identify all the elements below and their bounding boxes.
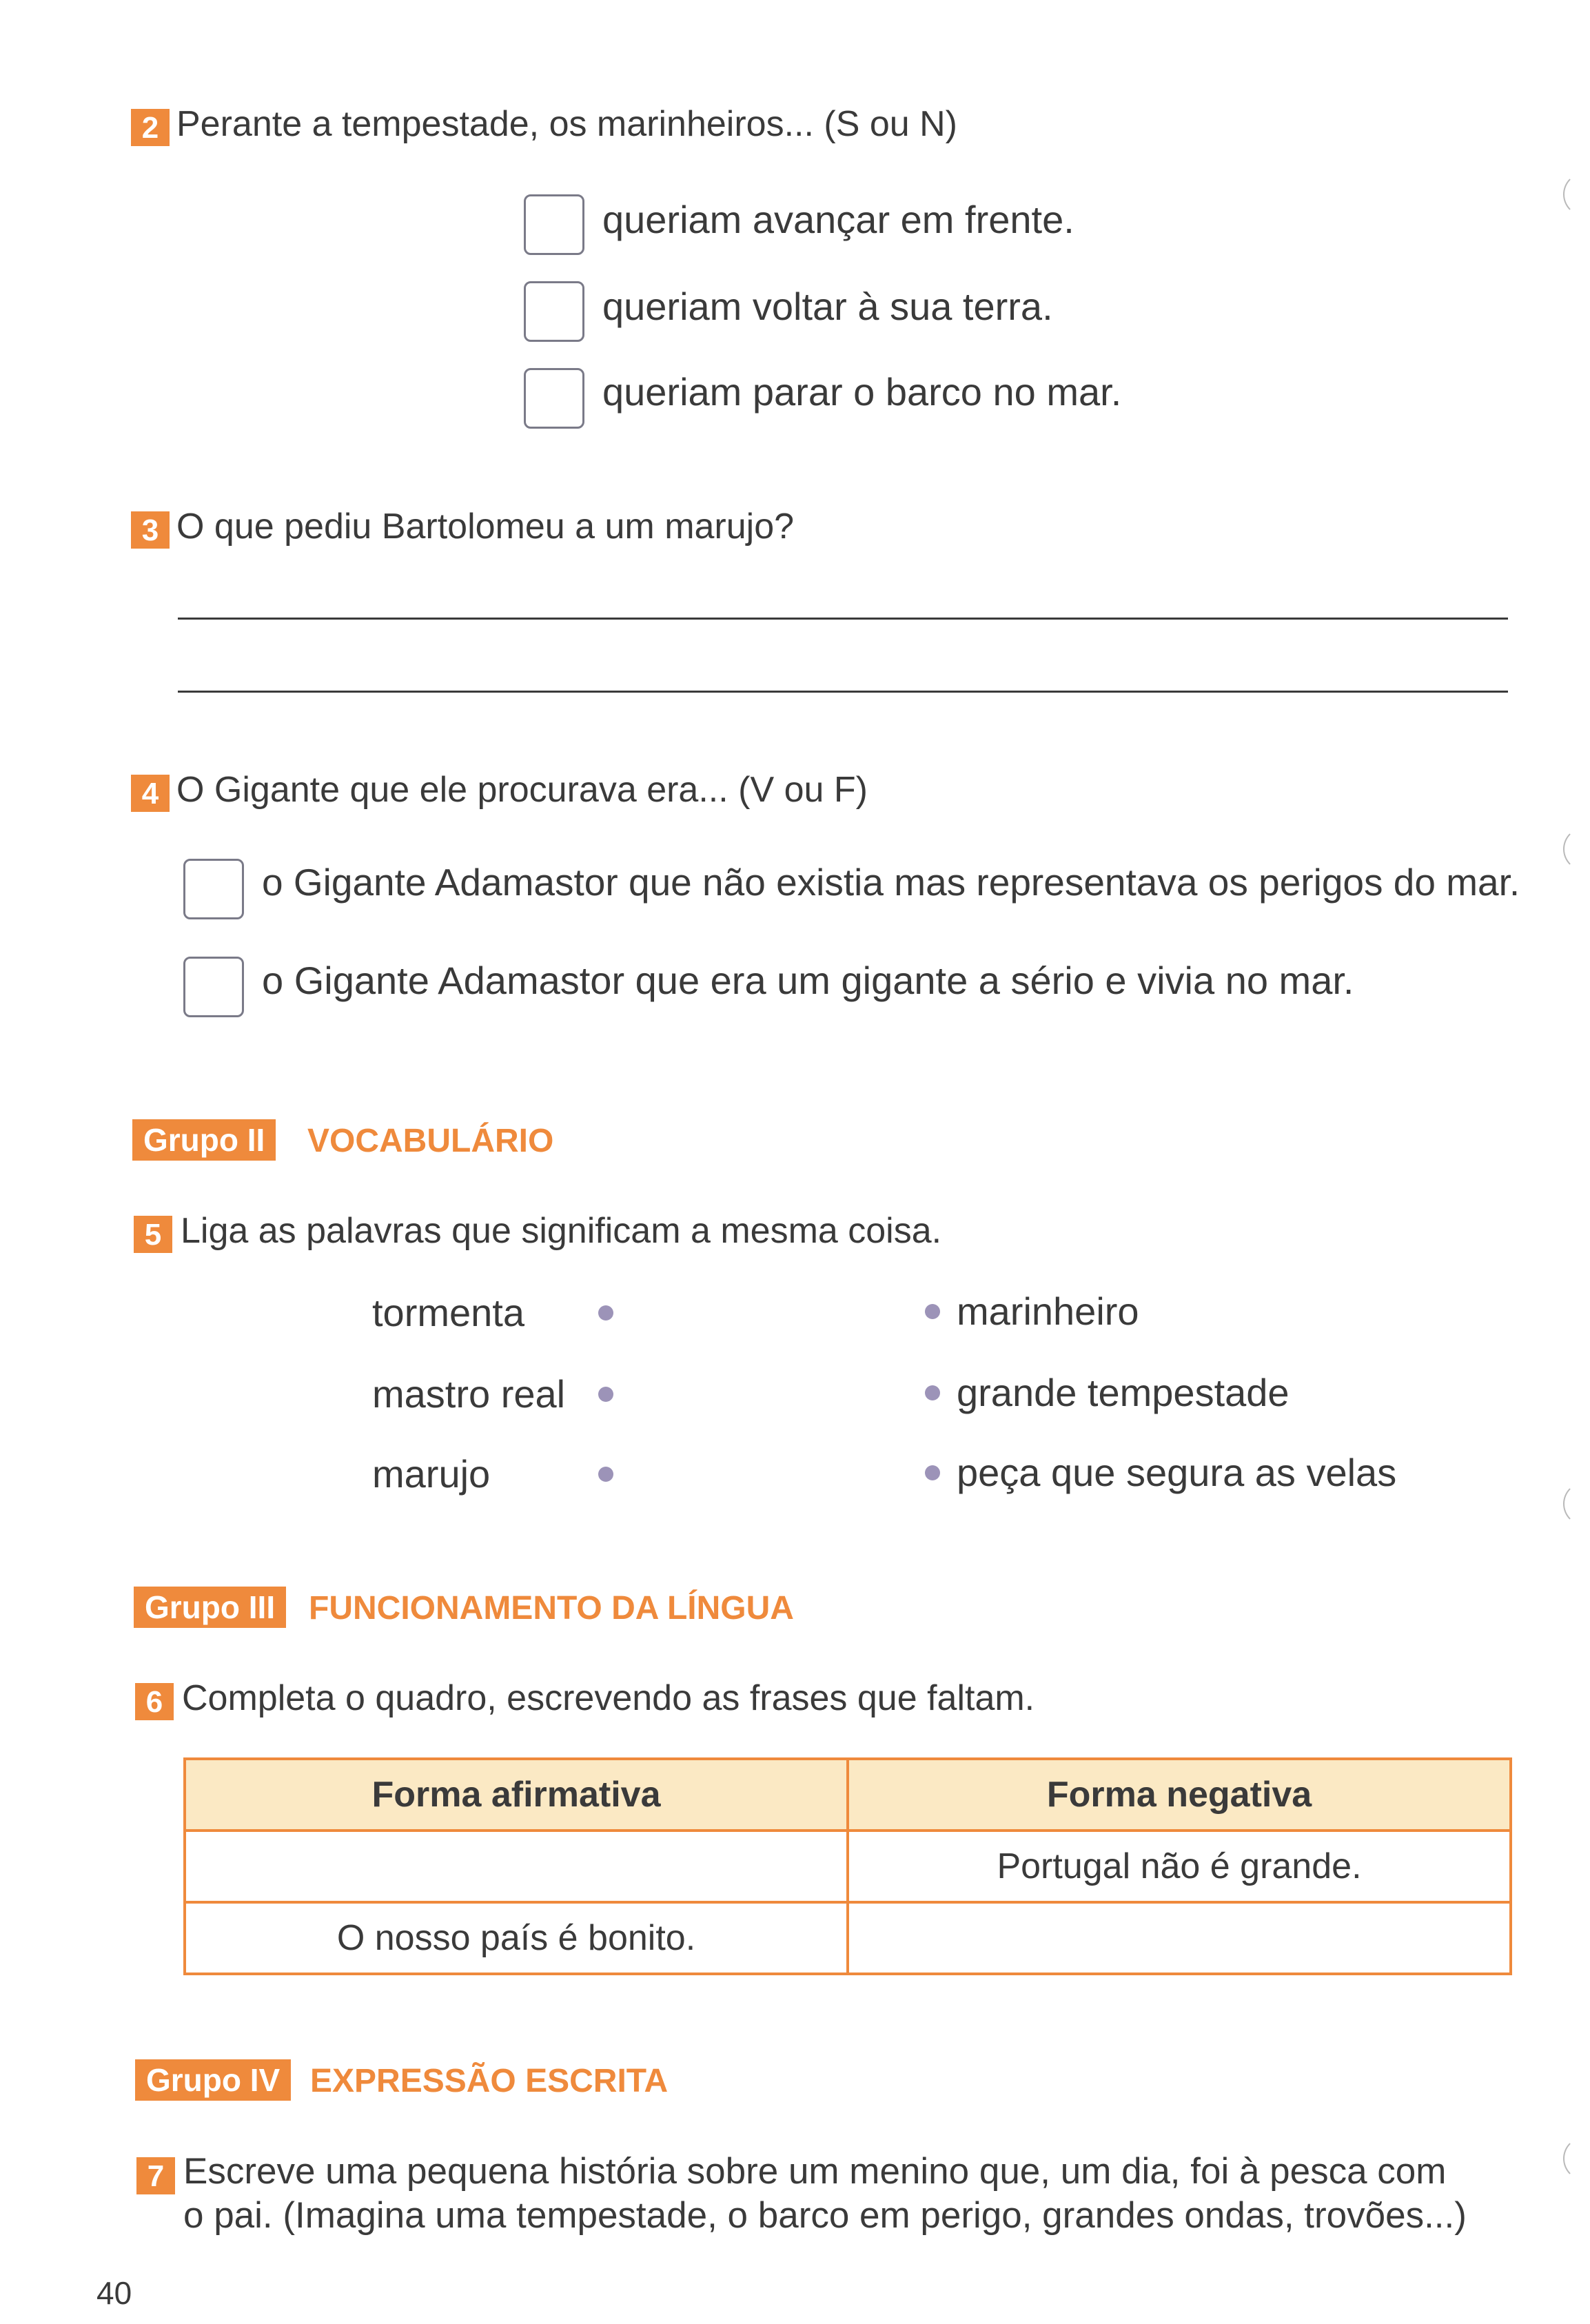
match-left-dot-2[interactable] <box>598 1387 613 1402</box>
group-4-title: EXPRESSÃO ESCRITA <box>310 2063 669 2099</box>
table-header-row <box>185 1759 1511 1831</box>
table-row <box>185 1831 1511 1902</box>
group-2-title: VOCABULÁRIO <box>307 1123 554 1159</box>
group-2-badge: Grupo II <box>132 1119 276 1161</box>
answer-line-2[interactable] <box>178 691 1508 693</box>
group-4-badge: Grupo IV <box>135 2059 291 2101</box>
binding-mark <box>1563 1482 1590 1526</box>
table-cell-negative-2[interactable] <box>848 1902 1511 1974</box>
question-number-3: 3 <box>131 511 170 549</box>
match-right-word-3: peça que segura as velas <box>957 1451 1397 1494</box>
match-right-dot-3[interactable] <box>925 1465 940 1480</box>
question-number-5: 5 <box>134 1216 172 1253</box>
group-3-badge: Grupo III <box>134 1587 286 1628</box>
checkbox-q2-option-2[interactable] <box>524 281 584 342</box>
match-left-dot-3[interactable] <box>598 1467 613 1482</box>
question-number-6: 6 <box>135 1683 174 1720</box>
question-7-text-line-2: o pai. (Imagina uma tempestade, o barco em perigo, grandes ondas, trovões...) <box>183 2195 1467 2236</box>
match-right-dot-1[interactable] <box>925 1304 940 1319</box>
match-left-word-3: marujo <box>372 1452 491 1496</box>
match-right-word-1: marinheiro <box>957 1290 1139 1333</box>
table-cell-negative-1: Portugal não é grande. <box>848 1831 1511 1902</box>
match-right-word-2: grande tempestade <box>957 1371 1290 1414</box>
checkbox-q2-option-3[interactable] <box>524 368 584 429</box>
question-number-2: 2 <box>131 109 170 146</box>
table-row <box>185 1902 1511 1974</box>
answer-line-1[interactable] <box>178 618 1508 620</box>
checkbox-q2-option-1[interactable] <box>524 194 584 255</box>
page-number: 40 <box>96 2275 132 2311</box>
question-7-text-line-1: Escreve uma pequena história sobre um menino que, um dia, foi à pesca com <box>183 2151 1447 2192</box>
checkbox-q4-option-2[interactable] <box>183 957 244 1017</box>
match-left-word-2: mastro real <box>372 1372 566 1416</box>
q4-option-2-label: o Gigante Adamastor que era um gigante a sério e vivia no mar. <box>262 959 1354 1002</box>
sentence-table <box>183 1757 1512 1975</box>
match-left-dot-1[interactable] <box>598 1305 613 1321</box>
question-2-text: Perante a tempestade, os marinheiros... (S ou N) <box>176 104 957 144</box>
q4-option-1-label: o Gigante Adamastor que não existia mas representava os perigos do mar. <box>262 861 1520 904</box>
question-4-text: O Gigante que ele procurava era... (V ou F) <box>176 770 868 810</box>
group-3-title: FUNCIONAMENTO DA LÍNGUA <box>309 1590 794 1627</box>
table-cell-affirmative-1[interactable] <box>185 1831 848 1902</box>
table-header-affirmative: Forma afirmativa <box>185 1759 848 1831</box>
q2-option-1-label: queriam avançar em frente. <box>602 198 1074 241</box>
q2-option-2-label: queriam voltar à sua terra. <box>602 285 1053 328</box>
q2-option-3-label: queriam parar o barco no mar. <box>602 370 1122 414</box>
table-cell-affirmative-2: O nosso país é bonito. <box>185 1902 848 1974</box>
match-right-dot-2[interactable] <box>925 1385 940 1400</box>
binding-mark <box>1563 172 1590 216</box>
question-number-4: 4 <box>131 775 170 812</box>
match-left-word-1: tormenta <box>372 1291 524 1334</box>
question-6-text: Completa o quadro, escrevendo as frases que faltam. <box>182 1678 1035 1718</box>
question-3-text: O que pediu Bartolomeu a um marujo? <box>176 507 795 547</box>
question-5-text: Liga as palavras que significam a mesma coisa. <box>181 1211 942 1251</box>
binding-mark <box>1563 2137 1590 2181</box>
checkbox-q4-option-1[interactable] <box>183 859 244 919</box>
table-header-negative: Forma negativa <box>848 1759 1511 1831</box>
question-number-7: 7 <box>136 2157 175 2194</box>
binding-mark <box>1563 827 1590 871</box>
